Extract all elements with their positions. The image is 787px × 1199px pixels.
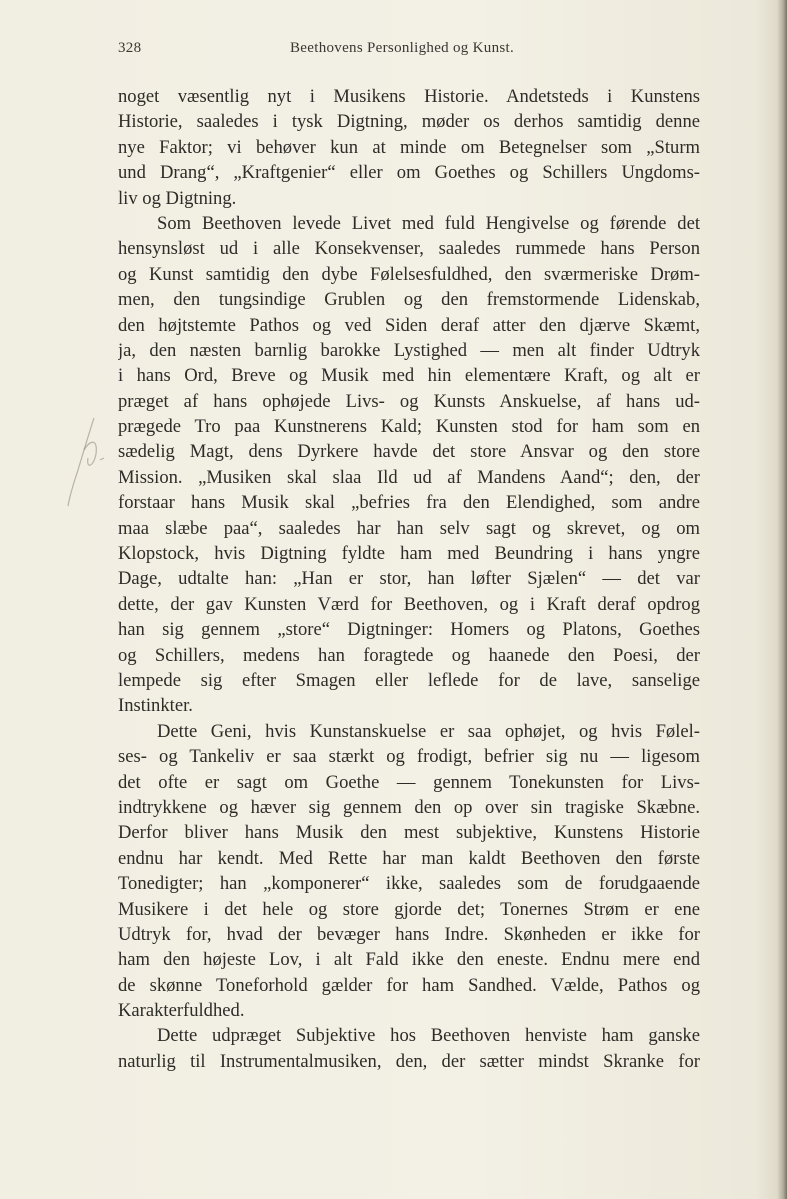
- text-line: i hans Ord, Breve og Musik med hin elementære Kraft, og alt er: [118, 365, 700, 387]
- text-line: dette, der gav Kunsten Værd for Beethoven, og i Kraft deraf opdrog: [118, 593, 700, 615]
- page-number: 328: [118, 40, 142, 56]
- text-line: lempede sig efter Smagen eller leflede for de lave, sanselige: [118, 669, 700, 691]
- text-line: Udtryk for, hvad der bevæger hans Indre. Skønheden er ikke for: [118, 923, 700, 945]
- text-line: og Kunst samtidig den dybe Følelsesfuldhed, den sværmeriske Drøm-: [118, 263, 700, 285]
- text-line: han sig gennem „store“ Digtninger: Homers og Platons, Goethes: [118, 619, 700, 641]
- page-header: [118, 40, 708, 64]
- text-line: den højtstemte Pathos og ved Siden deraf atter den djærve Skæmt,: [118, 314, 700, 336]
- text-line: hensynsløst ud i alle Konsekvenser, saaledes rummede hans Person: [118, 238, 700, 260]
- text-line: det ofte er sagt om Goethe — gennem Tonekunsten for Livs-: [118, 771, 700, 793]
- text-line: Mission. „Musiken skal slaa Ild ud af Mandens Aand“; den, der: [118, 466, 700, 488]
- text-line: ses- og Tankeliv er saa stærkt og frodigt, befrier sig nu — ligesom: [118, 746, 700, 768]
- text-line: Dette Geni, hvis Kunstanskuelse er saa ophøjet, og hvis Følel-: [157, 720, 700, 742]
- text-line: endnu har kendt. Med Rette har man kaldt Beethoven den første: [118, 847, 700, 869]
- text-line: de skønne Toneforhold gælder for ham Sandhed. Vælde, Pathos og: [118, 974, 700, 996]
- text-line: Klopstock, hvis Digtning fyldte ham med Beundring i hans yngre: [118, 543, 700, 565]
- text-line: Musikere i det hele og store gjorde det; Tonernes Strøm er ene: [118, 898, 700, 920]
- text-line: Dette udpræget Subjektive hos Beethoven henviste ham ganske: [157, 1025, 700, 1047]
- text-line: Historie, saaledes i tysk Digtning, møder os derhos samtidig denne: [118, 111, 700, 133]
- text-line: und Drang“, „Kraftgenier“ eller om Goethes og Schillers Ungdoms-: [118, 162, 700, 184]
- text-line: forstaar hans Musik skal „befries fra den Elendighed, som andre: [118, 492, 700, 514]
- text-line: Som Beethoven levede Livet med fuld Hengivelse og førende det: [157, 212, 700, 234]
- page-edge-shadow: [777, 0, 787, 1199]
- text-line: nye Faktor; vi behøver kun at minde om Betegnelser som „Sturm: [118, 136, 700, 158]
- text-line: Tonedigter; han „komponerer“ ikke, saaledes som de forudgaaende: [118, 873, 700, 895]
- running-title: Beethovens Personlighed og Kunst.: [290, 40, 515, 56]
- text-line: maa slæbe paa“, saaledes har han selv sagt og skrevet, og om: [118, 517, 700, 539]
- text-line: præget af hans ophøjede Livs- og Kunsts Anskuelse, af hans ud-: [118, 390, 700, 412]
- text-line: naturlig til Instrumentalmusiken, den, der sætter mindst Skranke for: [118, 1050, 700, 1072]
- text-line: noget væsentlig nyt i Musikens Historie. Andetsteds i Kunstens: [118, 86, 700, 107]
- text-line: sædelig Magt, dens Dyrkere havde det store Ansvar og den store: [118, 441, 700, 463]
- text-line: men, den tungsindige Grublen og den fremstormende Lidenskab,: [118, 289, 700, 311]
- text-line: Karakterfuldhed.: [118, 1000, 245, 1022]
- text-line: Instinkter.: [118, 695, 193, 717]
- pencil-margin-mark-icon: [60, 410, 110, 510]
- text-line: indtrykkene og hæver sig gennem den op over sin tragiske Skæbne.: [118, 796, 700, 818]
- text-line: liv og Digtning.: [118, 187, 237, 209]
- text-line: Dage, udtalte han: „Han er stor, han løfter Sjælen“ — det var: [118, 568, 700, 590]
- text-line: og Schillers, medens han foragtede og haanede den Poesi, der: [118, 644, 700, 666]
- text-line: Derfor bliver hans Musik den mest subjektive, Kunstens Historie: [118, 822, 700, 844]
- body-text: [118, 84, 700, 1074]
- text-line: prægede Tro paa Kunstnerens Kald; Kunsten stod for ham som en: [118, 416, 700, 438]
- text-line: ham den højeste Lov, i alt Fald ikke den eneste. Endnu mere end: [118, 949, 700, 971]
- text-line: ja, den næsten barnlig barokke Lystighed — men alt finder Udtryk: [118, 339, 700, 361]
